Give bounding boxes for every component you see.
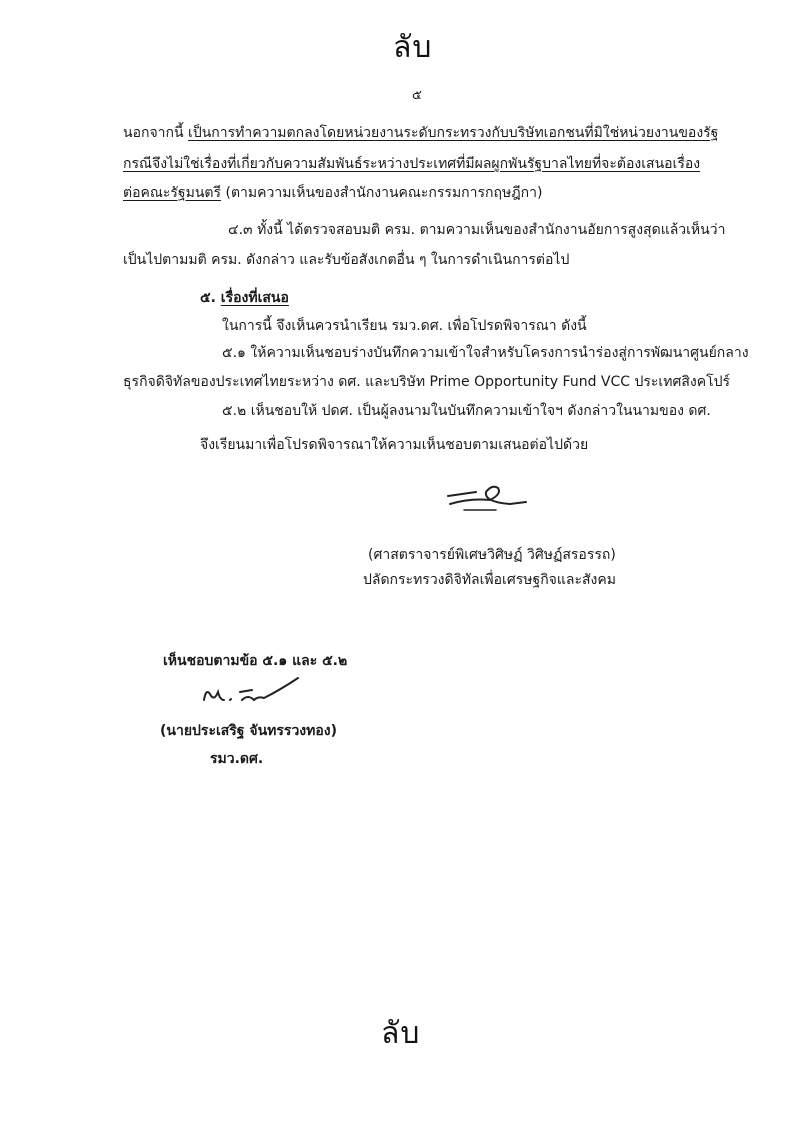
classification-footer: ลับ [381,1016,421,1051]
page-number: ๕ [412,88,422,103]
signature-minister [200,670,310,710]
para-4-3-line-1: ๔.๓ ทั้งนี้ ได้ตรวจสอบมติ ครม. ตามความเห็นของสำนักงานอัยการสูงสุดแล้วเห็นว่า [228,222,726,238]
intro-underlined-1: เป็นการทำความตกลงโดยหน่วยงานระดับกระทรวงกับบริษัทเอกชนที่มิใช่หน่วยงานของรัฐ [188,125,719,141]
closing-line: จึงเรียนมาเพื่อโปรดพิจารณาให้ความเห็นชอบตามเสนอต่อไปด้วย [200,437,589,453]
minister-approval-text: เห็นชอบตามข้อ ๕.๑ และ ๕.๒ [163,653,348,669]
item-5-1-line-1: ๕.๑ ให้ความเห็นชอบร่างบันทึกความเข้าใจสำหรับโครงการนำร่องสู่การพัฒนาศูนย์กลาง [222,345,749,361]
intro-line-3 [123,183,542,203]
section-5-title: เรื่องที่เสนอ [220,290,289,306]
signature-permanent-secretary [440,480,530,518]
section-5-number: ๕. [200,290,221,306]
intro-lead: นอกจากนี้ [123,125,189,141]
para-4-3-line-2: เป็นไปตามมติ ครม. ดังกล่าว และรับข้อสังเกตอื่น ๆ ในการดำเนินการต่อไป [123,252,570,268]
section-5-heading [200,288,289,308]
classification-header: ลับ [393,30,433,65]
minister-position: รมว.ดศ. [210,751,264,767]
section-5-intro: ในการนี้ จึงเห็นควรนำเรียน รมว.ดศ. เพื่อโปรดพิจารณา ดังนี้ [222,318,587,334]
intro-line-1 [123,123,718,143]
item-5-2: ๕.๒ เห็นชอบให้ ปดศ. เป็นผู้ลงนามในบันทึกความเข้าใจฯ ดังกล่าวในนามของ ดศ. [222,403,711,419]
signatory-name: (ศาสตราจารย์พิเศษวิศิษฏ์ วิศิษฏ์สรอรรถ) [368,547,616,563]
signatory-position: ปลัดกระทรวงดิจิทัลเพื่อเศรษฐกิจและสังคม [363,572,616,588]
intro-line-3-rest: (ตามความเห็นของสำนักงานคณะกรรมการกฤษฎีกา) [221,185,543,201]
item-5-1-line-2: ธุรกิจดิจิทัลของประเทศไทยระหว่าง ดศ. และบริษัท Prime Opportunity Fund VCC ประเทศสิงคโปร์ [123,374,731,390]
intro-line-2: กรณีจึงไม่ใช่เรื่องที่เกี่ยวกับความสัมพันธ์ระหว่างประเทศที่มีผลผูกพันรัฐบาลไทยที่จะต้องเสนอเรื่อง [123,156,701,172]
intro-underlined-3: ต่อคณะรัฐมนตรี [123,185,222,201]
minister-name: (นายประเสริฐ จันทรรวงทอง) [160,723,338,739]
